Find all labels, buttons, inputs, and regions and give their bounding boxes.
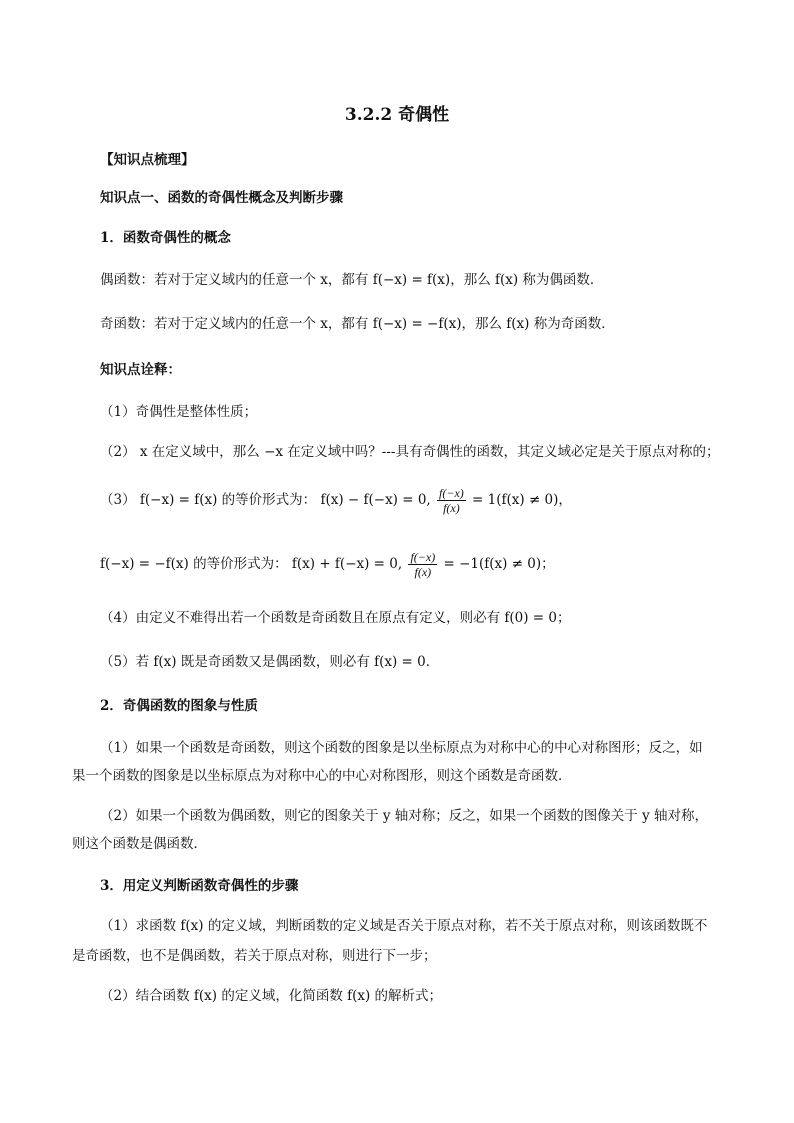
- note-3b-prefix: f(−x) = −f(x) 的等价形式为： f(x) + f(−x) = 0,: [100, 556, 407, 572]
- note-4: （4）由定义不难得出若一个函数是奇函数且在原点有定义，则必有 f(0) = 0；: [100, 610, 571, 626]
- sub2-p1-line2: 果一个函数的图象是以坐标原点为对称中心的中心对称图形，则这个函数是奇函数．: [72, 768, 572, 784]
- note-3b-fraction: [408, 550, 437, 579]
- even-definition: 偶函数：若对于定义域内的任意一个 x，都有 f(−x) = f(x)，那么 f(x) 称为偶函数．: [100, 272, 604, 288]
- sub3-step1-line2: 是奇函数，也不是偶函数，若关于原点对称，则进行下一步；: [72, 948, 437, 964]
- note-3-suffix: = 1(f(x) ≠ 0)，: [467, 492, 572, 508]
- note-3-denominator: f(x): [443, 501, 460, 515]
- note-3: [100, 486, 572, 515]
- kp1-heading: 知识点一、函数的奇偶性概念及判断步骤: [100, 190, 343, 206]
- notes-heading: 知识点诠释：: [100, 362, 181, 378]
- note-3b: [100, 550, 555, 579]
- note-3-numerator: f(−x): [439, 486, 464, 500]
- page-title: 3.2.2 奇偶性: [344, 105, 450, 125]
- note-2: （2） x 在定义域中，那么 −x 在定义域中吗？---具有奇偶性的函数，其定义域必定是关于原点对称的；: [100, 444, 720, 460]
- note-3b-suffix: = −1(f(x) ≠ 0)；: [439, 556, 555, 572]
- sub3-step2: （2）结合函数 f(x) 的定义域，化简函数 f(x) 的解析式；: [100, 988, 443, 1004]
- sub2-p2-line1: （2）如果一个函数为偶函数，则它的图象关于 y 轴对称；反之，如果一个函数的图像关于 y 轴对称，: [100, 808, 709, 824]
- section-heading: 【知识点梳理】: [100, 152, 195, 168]
- sub3-heading: 3．用定义判断函数奇偶性的步骤: [100, 878, 299, 894]
- sub2-p1-line1: （1）如果一个函数是奇函数，则这个函数的图象是以坐标原点为对称中心的中心对称图形；反之，如: [100, 740, 703, 756]
- odd-definition: 奇函数：若对于定义域内的任意一个 x，都有 f(−x) = −f(x)，那么 f(x) 称为奇函数．: [100, 316, 615, 332]
- note-3-fraction: [437, 486, 466, 515]
- sub2-p2-line2: 则这个函数是偶函数．: [72, 836, 207, 852]
- note-3b-numerator: f(−x): [410, 550, 436, 564]
- sub3-step1-line1: （1）求函数 f(x) 的定义域，判断函数的定义域是否关于原点对称，若不关于原点对称，则该函数既不: [100, 918, 708, 934]
- sub2-heading: 2．奇偶函数的图象与性质: [100, 698, 258, 714]
- note-3-prefix: （3） f(−x) = f(x) 的等价形式为： f(x) − f(−x) = 0,: [100, 492, 436, 508]
- note-5: （5）若 f(x) 既是奇函数又是偶函数，则必有 f(x) = 0．: [100, 654, 440, 670]
- note-1: （1）奇偶性是整体性质；: [100, 404, 258, 420]
- sub1-heading: 1．函数奇偶性的概念: [100, 230, 231, 246]
- note-3b-denominator: f(x): [414, 565, 432, 579]
